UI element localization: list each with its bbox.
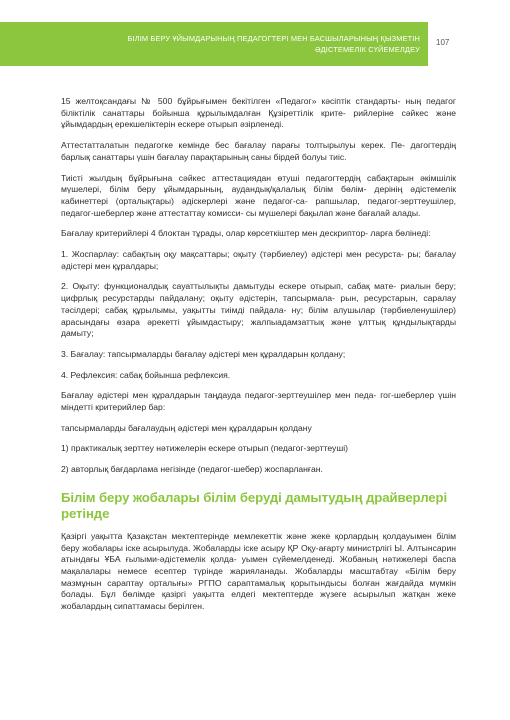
paragraph-criteria-blocks: Бағалау критерийлері 4 блоктан тұрады, олар көрсеткіштер мен дескриптор- ларға бөлінеді: <box>61 228 431 239</box>
list-item-planning: 1. Жоспарлау: сабақтың оқу мақсаттары; оқыту (тәрбиелеу) әдістері мен ресурста- ры; бағалау әдістері мен құралдары; <box>61 249 456 271</box>
paragraph-assessment-sheets: Аттестатталатын педагогке кемінде бес бағалау парағы толтырылуы керек. Пе- дагогтердің барлық санаттары үшін бағалау парақтарының саны бірдей болуы тиіс. <box>61 140 456 162</box>
header-band <box>0 22 428 66</box>
list-item-teaching: 2. Оқыту: функционалдық сауаттылықты дамытуды ескере отырып, сабақ мате- риалын беру; цифрлық ресурстарды пайдалану; оқыту әдістерін, тапсырмала- рын, ресурстарын, саралау тәсілдері; сабақ құрылымы, уақытты тиімді пайдала- ну; білім алушылар (тәрбиеленушілер) арасындағы өзара әрекетті ұйымдастыру; жалпыадамзаттық және ұлттық құндылықтарды дамыту; <box>61 281 456 339</box>
running-header-line-2: ӘДІСТЕМЕЛІК СҮЙЕМЕЛДЕУ <box>314 45 420 54</box>
list-item-researcher: 1) практикалық зерттеу нәтижелерін ескере отырып (педагог-зерттеуші) <box>61 443 348 454</box>
paragraph-apply-methods: тапсырмаларды бағалаудың әдістері мен құралдарын қолдану <box>61 422 312 433</box>
paragraph-standard: 15 желтоқсандағы № 500 бұйрығымен бекітілген «Педагог» кәсіптік стандарты- ның педагог біліктілік санаттары бойынша құрылымдалған Құзіреттілік крите- рийлеріне сәйкес және ұйымдардың ерекшеліктерін ескере отырып әзірленеді. <box>61 96 456 130</box>
paragraph-mandatory-criteria: Бағалау әдістері мен құралдарын таңдауда педагог-зерттеушілер мен педа- гог-шеберлер үшін міндетті критерийлер бар: <box>61 390 456 413</box>
section-heading: Білім беру жобалары білім беруді дамытудың драйверлері ретінде <box>61 489 448 521</box>
page-content <box>61 96 456 622</box>
paragraph-observers: Тиісті жылдың бұйрығына сәйкес аттестациядан өтуші педагогтердің сабақтарын әкімшілік мүшелері, білім беру ұйымдарының, аудандық/қалалық білім бөлім- дерінің әдістемелік кабинеттері (орталықтары) әдіскерлері және педагог-са- рапшылар, педагог-зерттеушілер, педагог-шеберлер және аттестаттау комисси- сы мүшелері бақылап және бағалай алады. <box>61 172 456 218</box>
running-header-title <box>120 22 420 66</box>
section-paragraph: Қазіргі уақытта Қазақстан мектептерінде мемлекеттік және жеке қорлардың қолдауымен білім беру жобалары іске асырылуда. Жобаларды іске асыру ҚР Оқу-ағарту министрлігі Ы. Алтынсарин атындағы ҰБА ғылыми-әдістемелік қолда- уымен сүйемелденеді. Жобаның нәтижелері баспа мақалалары немесе есептер түрінде жарияланады. Жобаларды масштабтау «Білім беру мазмұнын сараптау орталығы» РГПО сараптамалық қорытындысы болған жағдайда мүмкін болады. Бұл бөлімде қазіргі уақытта елдегі мектептерде жүзеге асырылып жатқан жеке жобалардың сипаттамасы берілген. <box>61 530 456 612</box>
list-item-assessment: 3. Бағалау: тапсырмаларды бағалау әдістері мен құралдарын қолдану; <box>61 348 346 359</box>
list-item-master: 2) авторлық бағдарлама негізінде (педагог-шебер) жоспарланған. <box>61 464 323 475</box>
running-header-line-1: БІЛІМ БЕРУ ҰЙЫМДАРЫНЫҢ ПЕДАГОГТЕРІ МЕН БАСШЫЛАРЫНЫҢ ҚЫЗМЕТІН <box>127 34 420 43</box>
list-item-reflection: 4. Рефлексия: сабақ бойынша рефлексия. <box>61 369 231 380</box>
page-number: 107 <box>436 38 450 47</box>
